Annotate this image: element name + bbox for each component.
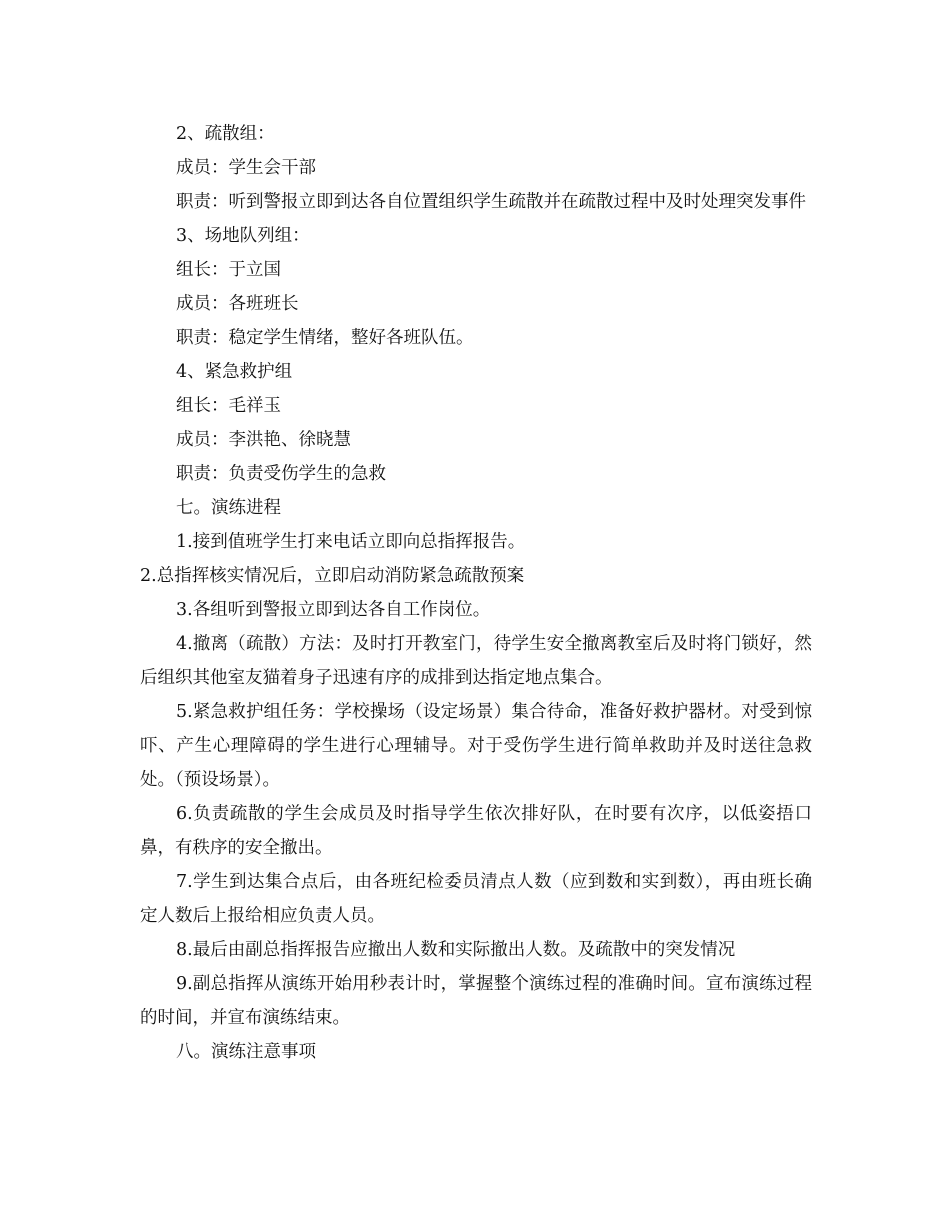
paragraph-section-4-leader: 组长：毛祥玉	[176, 396, 281, 416]
paragraph-section-2-duty: 职责：听到警报立即到达各自位置组织学生疏散并在疏散过程中及时处理突发事件	[176, 192, 806, 212]
paragraph-section-4-duty: 职责：负责受伤学生的急救	[176, 464, 386, 484]
paragraph-section-2-title: 2、疏散组：	[176, 124, 275, 144]
paragraph-step-9: 9.副总指挥从演练开始用秒表计时，掌握整个演练过程的准确时间。宣布演练过程的时间，并宣布演练结束。	[140, 974, 812, 1028]
heading-drill-notes: 八。演练注意事项	[176, 1042, 316, 1062]
paragraph-step-3: 3.各组听到警报立即到达各自工作岗位。	[176, 600, 491, 620]
paragraph-step-5: 5.紧急救护组任务：学校操场（设定场景）集合待命，准备好救护器材。对受到惊吓、产生心理障碍的学生进行心理辅导。对于受伤学生进行简单救助并及时送往急救处。（预设场景）。	[140, 702, 812, 790]
paragraph-step-6: 6.负责疏散的学生会成员及时指导学生依次排好队，在时要有次序，以低姿捂口鼻，有秩序的安全撤出。	[140, 804, 812, 858]
paragraph-section-3-title: 3、场地队列组：	[176, 226, 310, 246]
paragraph-section-4-title: 4、紧急救护组	[176, 362, 293, 382]
paragraph-step-2: 2.总指挥核实情况后，立即启动消防紧急疏散预案	[140, 566, 525, 586]
paragraph-step-7: 7.学生到达集合点后，由各班纪检委员清点人数（应到数和实到数），再由班长确定人数后上报给相应负责人员。	[140, 872, 812, 926]
paragraph-section-3-members: 成员：各班班长	[176, 294, 299, 314]
paragraph-step-8: 8.最后由副总指挥报告应撤出人数和实际撤出人数。及疏散中的突发情况	[176, 940, 736, 960]
paragraph-section-3-duty: 职责：稳定学生情绪，整好各班队伍。	[176, 328, 474, 348]
paragraph-step-1: 1.接到值班学生打来电话立即向总指挥报告。	[176, 532, 526, 552]
document-body	[140, 117, 812, 1069]
paragraph-section-2-members: 成员：学生会干部	[176, 158, 316, 178]
paragraph-step-4: 4.撤离（疏散）方法：及时打开教室门，待学生安全撤离教室后及时将门锁好，然后组织其他室友猫着身子迅速有序的成排到达指定地点集合。	[140, 634, 812, 688]
paragraph-section-4-members: 成员：李洪艳、徐晓慧	[176, 430, 351, 450]
heading-drill-process: 七。演练进程	[176, 498, 281, 518]
paragraph-section-3-leader: 组长：于立国	[176, 260, 281, 280]
